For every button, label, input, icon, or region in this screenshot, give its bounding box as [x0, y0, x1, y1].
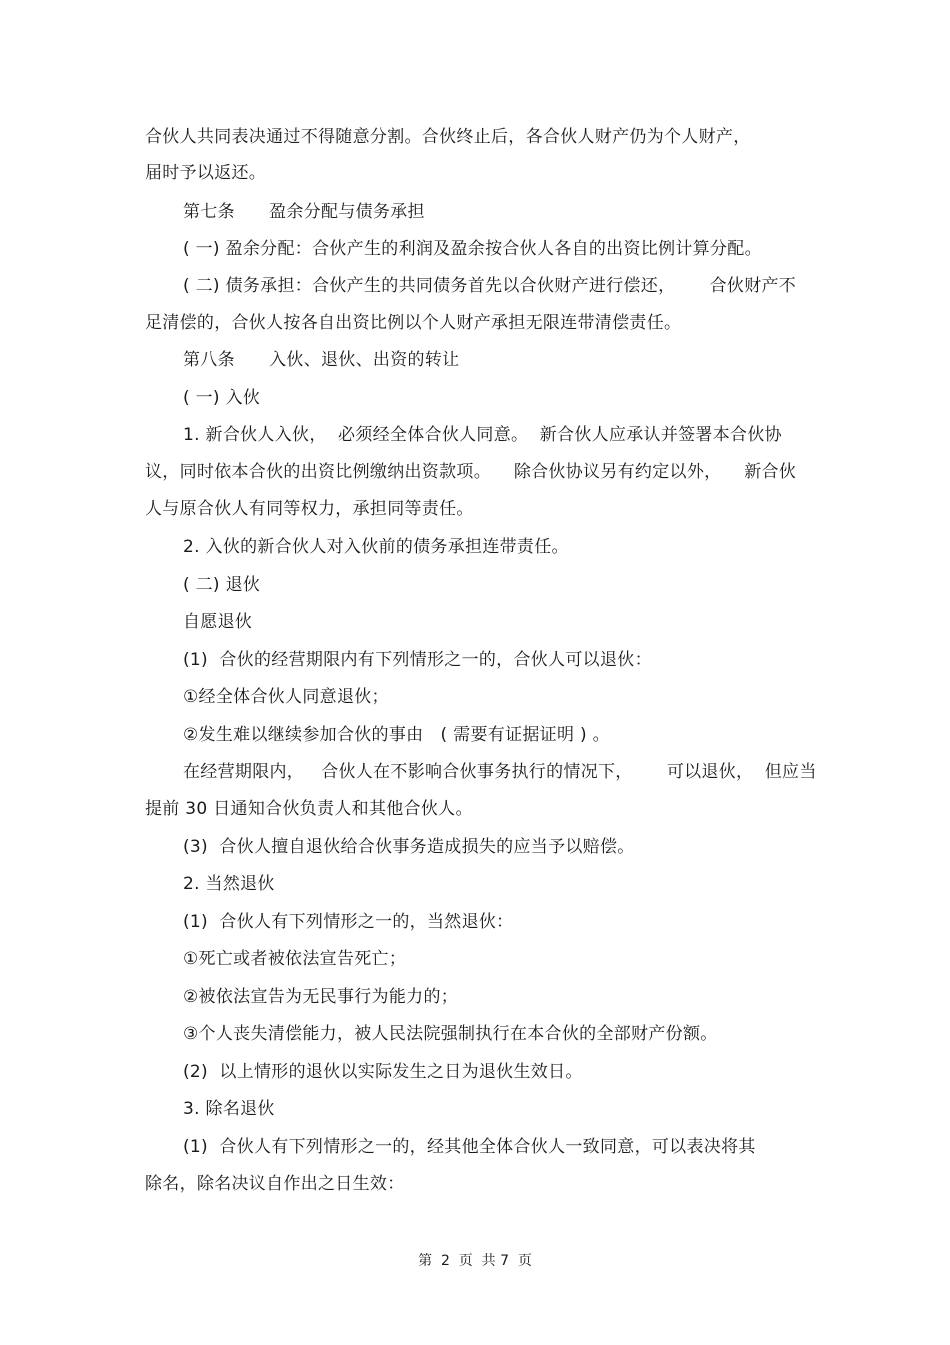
article-heading-8: 第八条 入伙、退伙、出资的转让 — [183, 350, 460, 370]
paragraph-line: ( 一) 盈余分配：合伙产生的利润及盈余按合伙人各自的出资比例计算分配。 — [183, 239, 762, 259]
subsection-heading: 3. 除名退伙 — [183, 1099, 275, 1119]
paragraph-line: (1) 合伙人有下列情形之一的，经其他全体合伙人一致同意，可以表决将其 — [183, 1137, 756, 1157]
list-item: ②发生难以继续参加合伙的事由 ( 需要有证据证明 ) 。 — [183, 725, 610, 745]
list-item: ①经全体合伙人同意退伙； — [183, 687, 389, 707]
paragraph-line: 合伙人共同表决通过不得随意分割。合伙终止后，各合伙人财产仍为个人财产， — [145, 127, 751, 147]
paragraph-line: 人与原合伙人有同等权力，承担同等责任。 — [145, 499, 474, 519]
paragraph-line: 1. 新合伙人入伙， 必须经全体合伙人同意。 新合伙人应承认并签署本合伙协 — [183, 425, 782, 445]
paragraph-line: (2) 以上情形的退伙以实际发生之日为退伙生效日。 — [183, 1062, 583, 1082]
page-number-footer: 第 2 页 共 7 页 — [418, 1253, 532, 1269]
paragraph-line: ( 二) 债务承担：合伙产生的共同债务首先以合伙财产进行偿还， 合伙财产不 — [183, 276, 797, 296]
subsection-heading: 2. 当然退伙 — [183, 874, 275, 894]
paragraph-line: 2. 入伙的新合伙人对入伙前的债务承担连带责任。 — [183, 537, 569, 557]
paragraph-line: (3) 合伙人擅自退伙给合伙事务造成损失的应当予以赔偿。 — [183, 837, 635, 857]
list-item: ②被依法宣告为无民事行为能力的； — [183, 987, 459, 1007]
section-heading: ( 二) 退伙 — [183, 575, 261, 595]
article-heading-7: 第七条 盈余分配与债务承担 — [183, 202, 425, 222]
paragraph-line: 届时予以返还。 — [145, 163, 267, 183]
list-item: ③个人丧失清偿能力，被人民法院强制执行在本合伙的全部财产份额。 — [183, 1024, 718, 1044]
section-heading: ( 一) 入伙 — [183, 388, 261, 408]
paragraph-line: (1) 合伙的经营期限内有下列情形之一的，合伙人可以退伙： — [183, 650, 652, 670]
paragraph-line: 除名，除名决议自作出之日生效： — [145, 1174, 405, 1194]
paragraph-line: 提前 30 日通知合伙负责人和其他合伙人。 — [145, 799, 473, 819]
paragraph-line: 议，同时依本合伙的出资比例缴纳出资款项。 除合伙协议另有约定以外， 新合伙 — [145, 462, 797, 482]
paragraph-line: 足清偿的，合伙人按各自出资比例以个人财产承担无限连带清偿责任。 — [145, 313, 682, 333]
paragraph-line: 在经营期限内， 合伙人在不影响合伙事务执行的情况下， 可以退伙， 但应当 — [183, 762, 817, 782]
subsection-heading: 自愿退伙 — [183, 612, 253, 632]
list-item: ①死亡或者被依法宣告死亡； — [183, 949, 407, 969]
paragraph-line: (1) 合伙人有下列情形之一的，当然退伙： — [183, 912, 514, 932]
